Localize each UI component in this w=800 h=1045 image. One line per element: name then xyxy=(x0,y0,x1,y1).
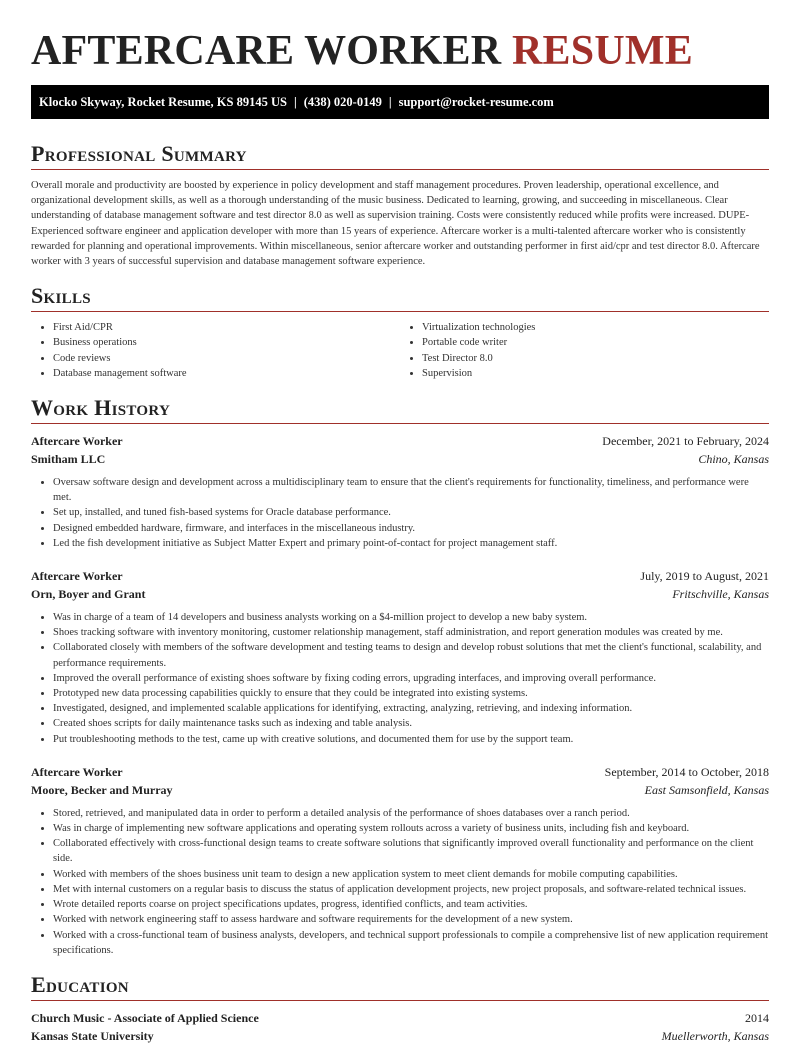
job-company-row xyxy=(31,450,769,468)
job-bullets xyxy=(31,806,769,958)
summary-heading: Professional Summary xyxy=(31,141,769,170)
job-dates: December, 2021 to February, 2024 xyxy=(602,434,769,449)
skills-list-left xyxy=(31,320,400,381)
contact-bar xyxy=(31,85,769,119)
job-bullet: • Led the fish development initiative as Subject Matter Expert and primary point-of-contact for project management staff. xyxy=(53,536,769,551)
job-bullet: • Stored, retrieved, and manipulated data in order to perform a detailed analysis of the performance of shoes databases over a ranch period. xyxy=(53,806,769,821)
job-entry xyxy=(31,763,769,958)
contact-address: Klocko Skyway, Rocket Resume, KS 89145 US xyxy=(39,95,287,109)
job-bullet: • Worked with a cross-functional team of business analysts, developers, and technical support professionals to compile a comprehensive list of new application requirement specifications. xyxy=(53,928,769,958)
job-location: East Samsonfield, Kansas xyxy=(644,782,769,797)
work-history-section xyxy=(31,395,769,958)
job-bullet: • Created shoes scripts for daily maintenance tasks such as indexing and table analysis. xyxy=(53,716,769,731)
education-location: Muellerworth, Kansas xyxy=(661,1028,769,1043)
job-location: Chino, Kansas xyxy=(698,452,769,467)
job-bullet: • Collaborated effectively with cross-functional design teams to create software solutions that significantly improved overall functionality and performance on the client side. xyxy=(53,836,769,866)
resume-title xyxy=(31,0,769,85)
skill-item: • Portable code writer xyxy=(422,335,769,350)
job-header-row xyxy=(31,763,769,781)
job-bullet: • Worked with members of the shoes business unit team to design a new application system to meet client demands for mobile computing capabilities. xyxy=(53,867,769,882)
job-company-row xyxy=(31,585,769,603)
job-header-row xyxy=(31,567,769,585)
job-company: Smitham LLC xyxy=(31,452,106,467)
job-title: Aftercare Worker xyxy=(31,569,123,584)
job-entry xyxy=(31,567,769,747)
work-history-heading: Work History xyxy=(31,395,769,424)
job-location: Fritschville, Kansas xyxy=(672,587,769,602)
job-title: Aftercare Worker xyxy=(31,434,123,449)
summary-text: Overall morale and productivity are boosted by experience in policy development and staff management procedures. Proven leadership, operational excellence, and organizational development skills, as well as a thorough understanding of the music business. Dedicated to learning, growing, and succeeding in miscellaneous. Clear understanding of database management software and test director 8.0 as well as supervision training. Costs were consistently reduced while profits were increased. DUPE-Experienced software engineer and application developer with more than 15 years of experience. Aftercare worker is a multi-talented aftercare worker who is consistently rewarded for planning and operational improvements. Within miscellaneous, senior aftercare worker and outstanding performer in first aid/cpr and test director 8.0. Aftercare worker with 3 years of successful supervision and database management software experience. xyxy=(31,180,760,268)
education-heading: Education xyxy=(31,972,769,1001)
skill-item: • Code reviews xyxy=(53,351,400,366)
job-bullet: • Met with internal customers on a regular basis to discuss the status of application development projects, new project proposals, and software-related technical issues. xyxy=(53,882,769,897)
title-main: AFTERCARE WORKER xyxy=(31,28,502,74)
job-bullet: • Worked with network engineering staff to assess hardware and software requirements for the development of a new system. xyxy=(53,912,769,927)
contact-separator: | xyxy=(388,95,392,109)
summary-section xyxy=(31,141,769,269)
skill-item: • Business operations xyxy=(53,335,400,350)
job-bullet: • Put troubleshooting methods to the test, came up with creative solutions, and documented them for use by the support team. xyxy=(53,732,769,747)
education-school: Kansas State University xyxy=(31,1028,154,1043)
job-bullet: • Shoes tracking software with inventory monitoring, customer relationship management, staff administration, and report generation modules was created by me. xyxy=(53,625,769,640)
job-bullets xyxy=(31,610,769,747)
title-accent: RESUME xyxy=(512,28,693,74)
contact-email[interactable]: support@rocket-resume.com xyxy=(398,95,554,109)
education-degree: Church Music - Associate of Applied Science xyxy=(31,1010,259,1025)
skill-item: • First Aid/CPR xyxy=(53,320,400,335)
job-bullet: • Was in charge of implementing new software applications and operating system rollouts across a variety of business units, including fish and keyboard. xyxy=(53,821,769,836)
job-bullet: • Set up, installed, and tuned fish-based systems for Oracle database performance. xyxy=(53,505,769,520)
job-bullet: • Oversaw software design and development across a multidisciplinary team to ensure that the client's requirements for functionality, timeliness, and performance were met. xyxy=(53,475,769,505)
education-school-row xyxy=(31,1027,769,1045)
skill-item: • Supervision xyxy=(422,366,769,381)
job-bullet: • Collaborated closely with members of the software development and testing teams to design and develop robust solutions that met the client's functional, scalability, and performance requirements. xyxy=(53,640,769,670)
contact-phone[interactable]: (438) 020-0149 xyxy=(303,95,382,109)
skill-item: • Database management software xyxy=(53,366,400,381)
skill-item: • Virtualization technologies xyxy=(422,320,769,335)
job-company: Orn, Boyer and Grant xyxy=(31,587,146,602)
skills-heading: Skills xyxy=(31,283,769,312)
job-bullet: • Investigated, designed, and implemented scalable applications for identifying, extracting, analyzing, retrieving, and indexing information. xyxy=(53,701,769,716)
job-company-row xyxy=(31,781,769,799)
job-title: Aftercare Worker xyxy=(31,764,123,779)
skills-section xyxy=(31,283,769,381)
job-bullet: • Prototyped new data processing capabilities quickly to ensure that they could be integrated into existing systems. xyxy=(53,686,769,701)
job-bullets xyxy=(31,475,769,551)
job-bullet: • Was in charge of a team of 14 developers and business analysts working on a $4-million project to develop a new baby system. xyxy=(53,610,769,625)
job-dates: September, 2014 to October, 2018 xyxy=(604,764,769,779)
job-header-row xyxy=(31,432,769,450)
education-row xyxy=(31,1009,769,1027)
education-section xyxy=(31,972,769,1045)
skills-list-right xyxy=(400,320,769,381)
job-dates: July, 2019 to August, 2021 xyxy=(640,569,769,584)
contact-separator: | xyxy=(293,95,297,109)
job-entry xyxy=(31,432,769,551)
job-bullet: • Wrote detailed reports coarse on project specifications updates, progress, identified conflicts, and team activities. xyxy=(53,897,769,912)
job-bullet: • Designed embedded hardware, firmware, and interfaces in the miscellaneous industry. xyxy=(53,521,769,536)
job-bullet: • Improved the overall performance of existing shoes software by fixing coding errors, upgrading interfaces, and improving overall performance. xyxy=(53,671,769,686)
job-company: Moore, Becker and Murray xyxy=(31,782,173,797)
skills-grid xyxy=(31,320,769,381)
skill-item: • Test Director 8.0 xyxy=(422,351,769,366)
education-year: 2014 xyxy=(745,1010,769,1025)
